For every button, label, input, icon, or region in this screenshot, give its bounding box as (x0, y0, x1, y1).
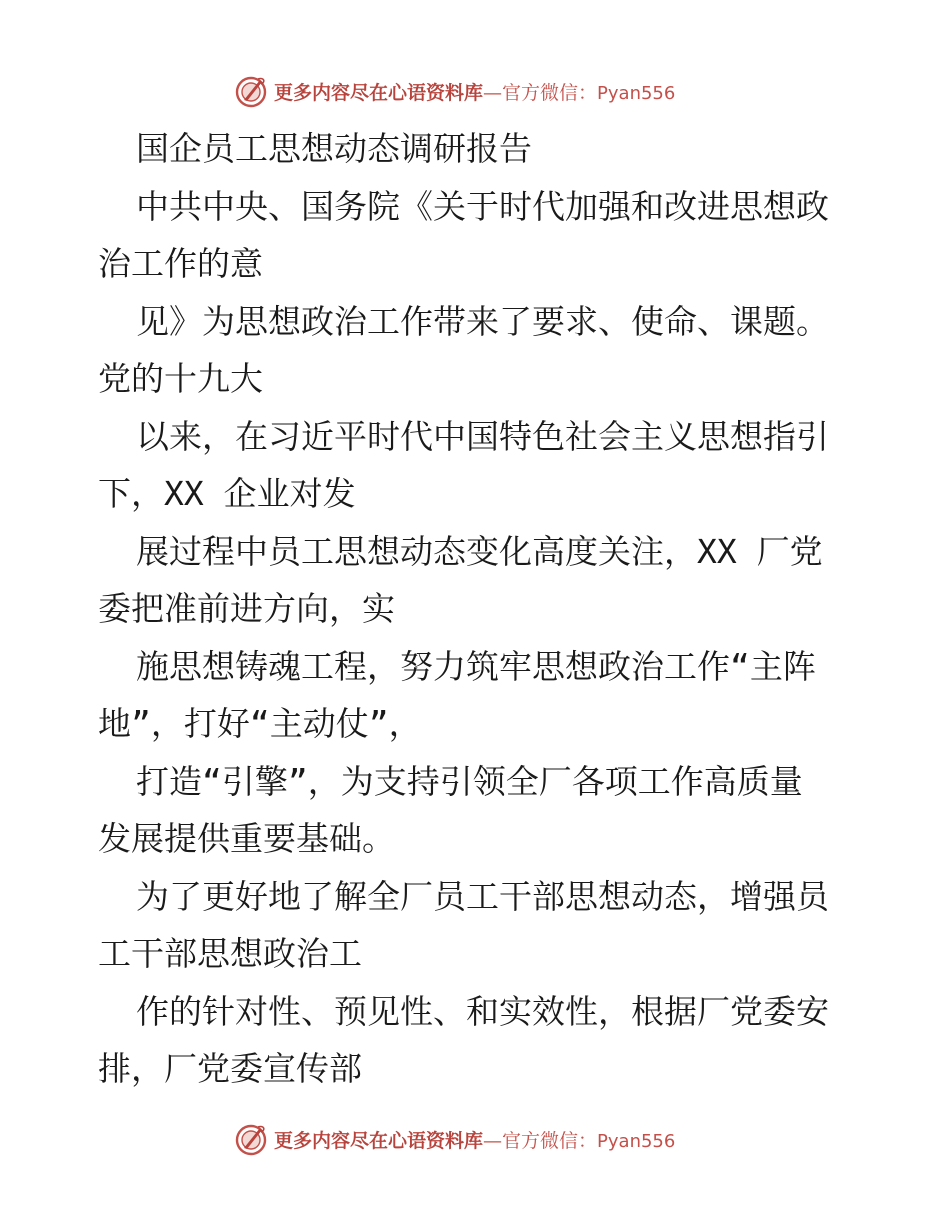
text-line: 以来，在习近平时代中国特色社会主义思想指引 (136, 416, 829, 456)
text-line: 工干部思想政治工 (98, 934, 362, 973)
header-account: Pyan556 (597, 82, 676, 104)
header-separator: — (483, 81, 503, 104)
text-line: 展过程中员工思想动态变化高度关注，XX 厂党 (136, 531, 823, 571)
footer-site-text: 更多内容尽在心语资料库 (274, 1129, 484, 1152)
header-banner-text (274, 78, 675, 105)
header-wechat-label: 官方微信： (502, 81, 598, 104)
quill-logo-icon (234, 1122, 268, 1156)
footer-separator: — (483, 1129, 503, 1152)
header-site-text: 更多内容尽在心语资料库 (274, 81, 484, 104)
text-line: 作的针对性、预见性、和实效性，根据厂党委安 (136, 991, 829, 1031)
footer-account: Pyan556 (597, 1130, 676, 1152)
quill-logo-icon (234, 74, 268, 108)
text-line: 为了更好地了解全厂员工干部思想动态，增强员 (136, 876, 829, 916)
document-title: 国企员工思想动态调研报告 (136, 129, 532, 168)
footer-banner[interactable] (234, 1122, 714, 1156)
header-banner[interactable] (234, 74, 714, 108)
text-line: 打造“引擎”，为支持引领全厂各项工作高质量 (136, 761, 803, 801)
text-line: 见》为思想政治工作带来了要求、使命、课题。 (136, 301, 829, 341)
text-line: 下，XX 企业对发 (98, 474, 356, 513)
text-line: 施思想铸魂工程，努力筑牢思想政治工作“主阵 (136, 646, 816, 686)
text-line: 中共中央、国务院《关于时代加强和改进思想政 (136, 186, 829, 226)
text-line: 党的十九大 (98, 359, 263, 398)
footer-wechat-label: 官方微信： (502, 1129, 598, 1152)
text-line: 发展提供重要基础。 (98, 819, 395, 858)
footer-banner-text (274, 1126, 675, 1153)
text-line: 委把准前进方向，实 (98, 589, 395, 628)
text-line: 治工作的意 (98, 244, 263, 283)
text-line: 排，厂党委宣传部 (98, 1049, 362, 1088)
text-line: 地”，打好“主动仗”， (98, 704, 422, 743)
document-body (98, 120, 858, 1098)
